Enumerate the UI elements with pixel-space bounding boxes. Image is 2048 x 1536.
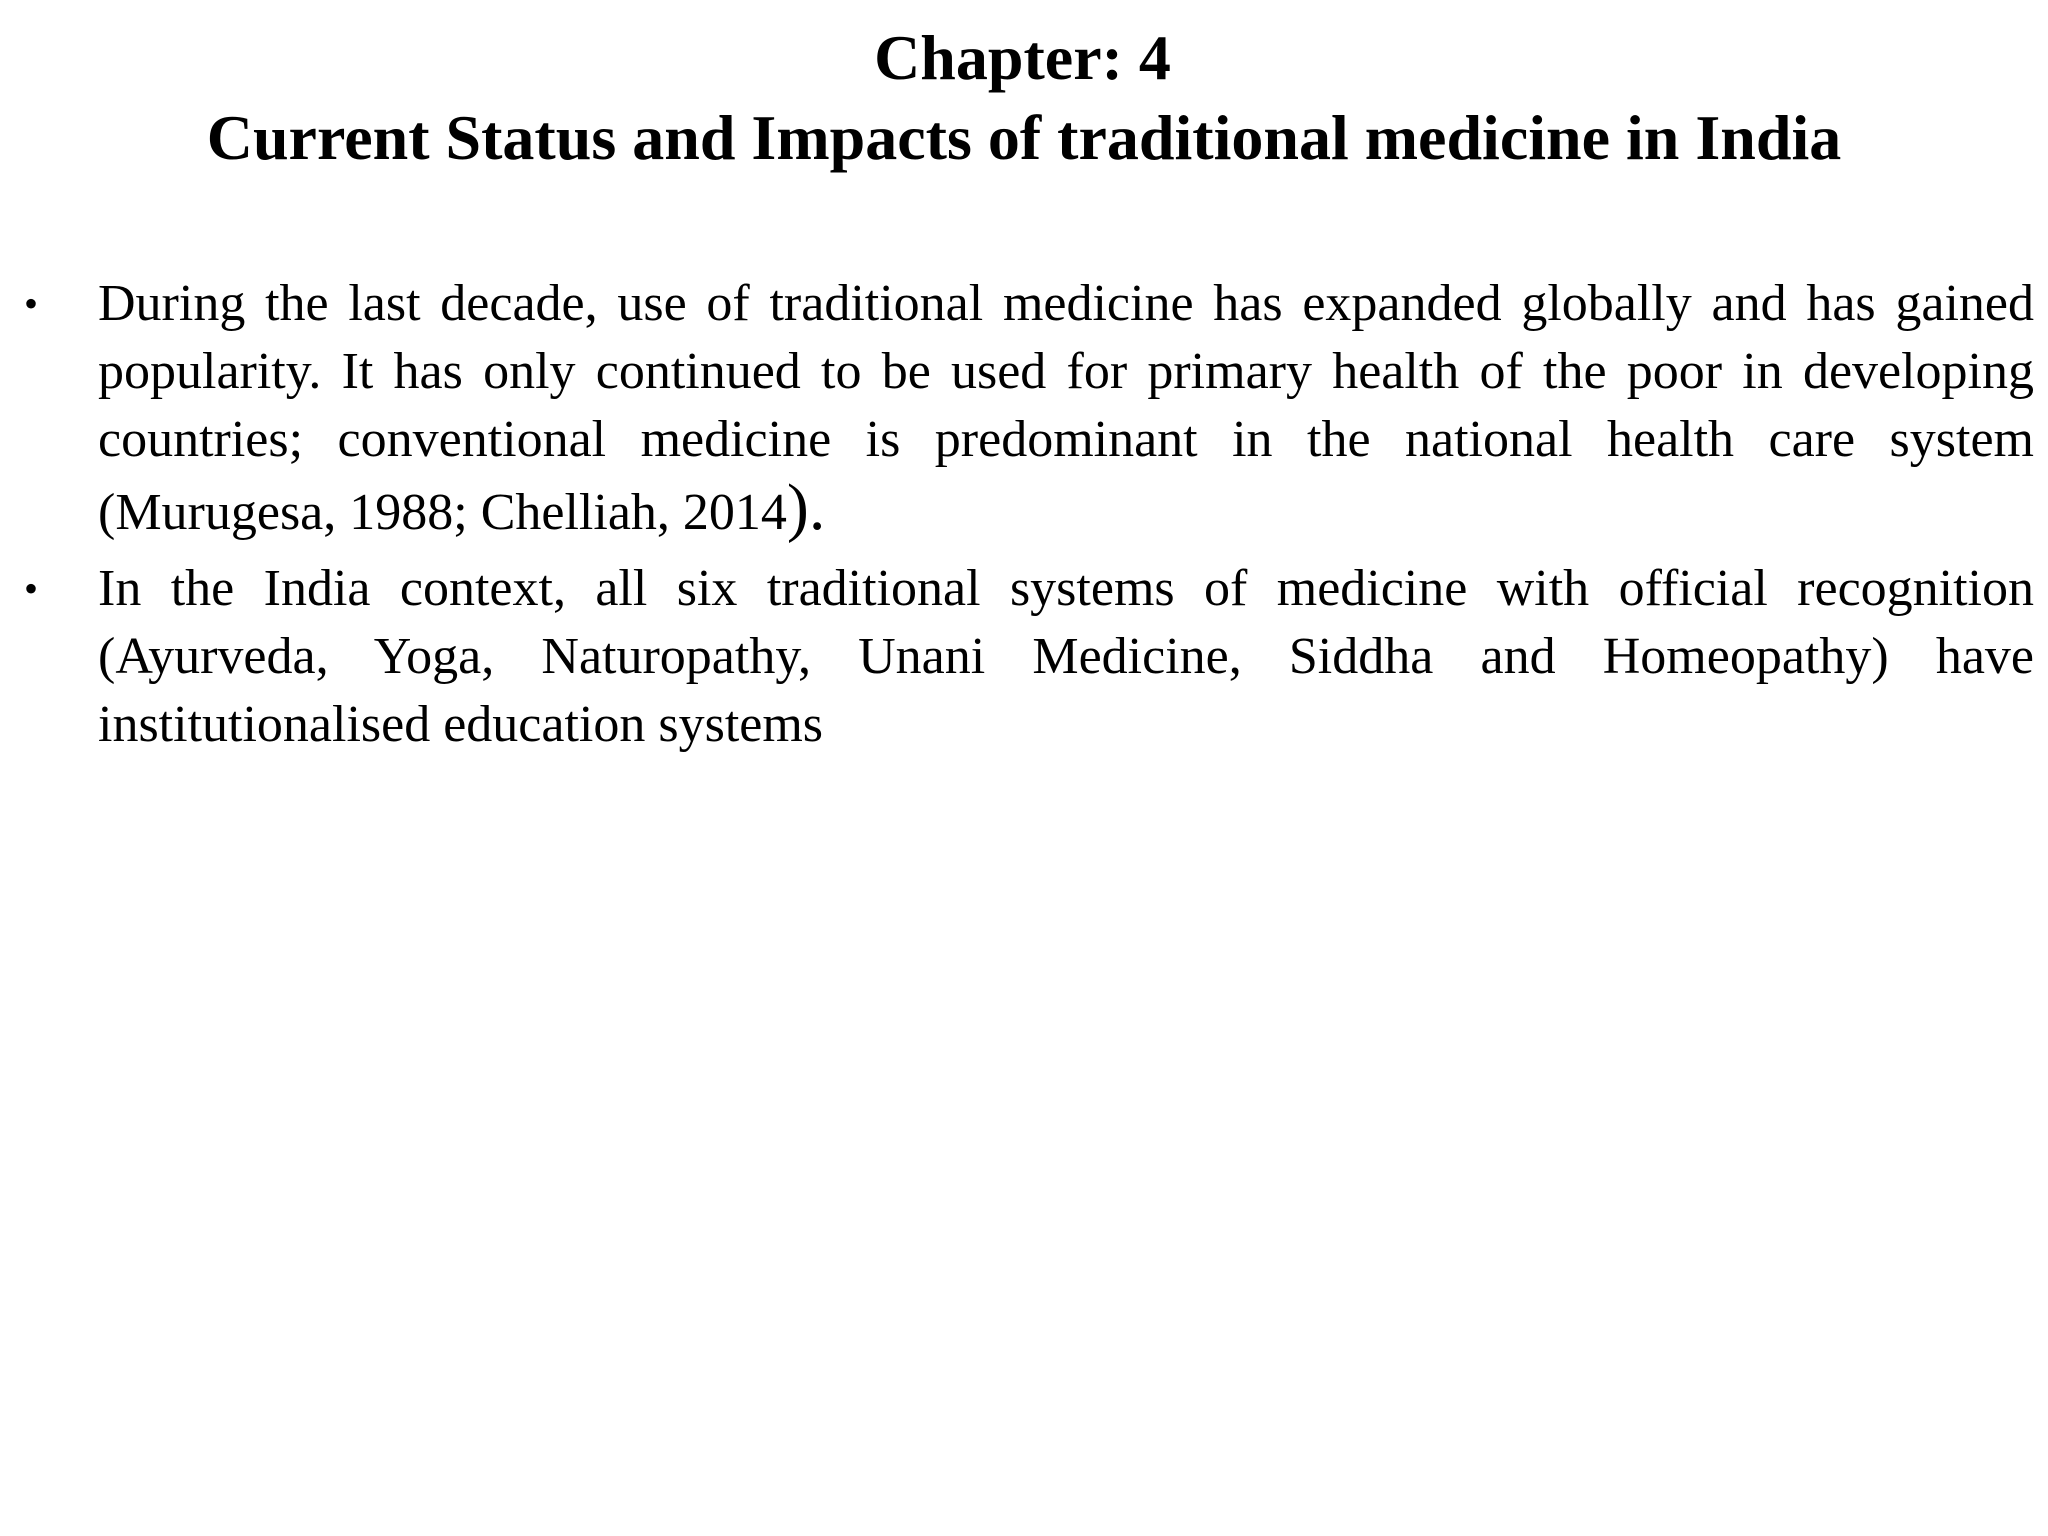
title-block <box>0 18 2048 178</box>
chapter-label: Chapter: 4 <box>874 22 1171 93</box>
bullet-text-main: During the last decade, use of traditional medicine has expanded globally and has gained popularity. It has only continued to be used for primary health of the poor in developing countries; conventional medicine is predominant in the national health care system (Murugesa, 1988; Chelliah, 2014 <box>98 275 2034 541</box>
bullet-icon: • <box>24 281 39 326</box>
bullet-text-end: ). <box>786 471 826 544</box>
bullet-icon: • <box>24 566 39 611</box>
bullet-list <box>24 270 2034 767</box>
bullet-text <box>98 270 2034 547</box>
bullet-item <box>24 555 2034 759</box>
slide-title: Current Status and Impacts of traditional medicine in India <box>206 102 1842 173</box>
bullet-text: In the India context, all six traditional systems of medicine with official recognition (Ayurveda, Yoga, Naturopathy, Unani Medicine, Siddha and Homeopathy) have institutionalised education systems <box>98 560 2034 753</box>
bullet-item <box>24 270 2034 547</box>
